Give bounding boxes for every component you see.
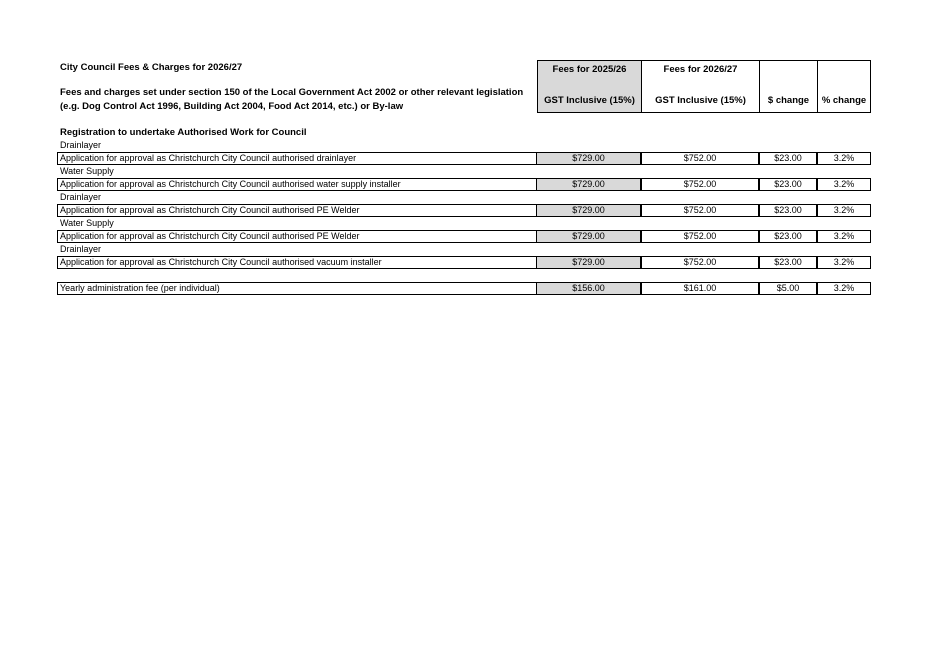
- row-fee-2025-26: $729.00: [536, 230, 641, 243]
- row-fee-2026-27: $752.00: [641, 204, 759, 217]
- row-category: Drainlayer: [60, 192, 102, 202]
- row-percent-change: 3.2%: [817, 230, 871, 243]
- row-category: Drainlayer: [60, 244, 102, 254]
- page-title: City Council Fees & Charges for 2026/27: [60, 62, 243, 73]
- row-fee-2025-26: $729.00: [536, 178, 641, 191]
- header-fees-2026-27-label: Fees for 2026/27: [663, 64, 738, 75]
- row-dollar-change: $23.00: [759, 178, 817, 191]
- row-description: Application for approval as Christchurch City Council authorised PE Welder: [57, 230, 537, 243]
- row-description: Application for approval as Christchurch City Council authorised PE Welder: [57, 204, 537, 217]
- row-dollar-change: $5.00: [759, 282, 817, 295]
- row-fee-2025-26: $156.00: [536, 282, 641, 295]
- header-percent-change-label: % change: [821, 95, 867, 106]
- row-description: Application for approval as Christchurch City Council authorised vacuum installer: [57, 256, 537, 269]
- row-fee-2025-26: $729.00: [536, 256, 641, 269]
- table-row: [57, 282, 871, 295]
- row-fee-2026-27: $752.00: [641, 230, 759, 243]
- row-dollar-change: $23.00: [759, 204, 817, 217]
- row-fee-2026-27: $161.00: [641, 282, 759, 295]
- section-title: Registration to undertake Authorised Work for Council: [60, 127, 307, 138]
- header-fees-2026-27: [641, 60, 760, 113]
- row-fee-2026-27: $752.00: [641, 152, 759, 165]
- table-row: [57, 204, 871, 217]
- header-fees-2025-26: [537, 60, 642, 113]
- row-fee-2026-27: $752.00: [641, 256, 759, 269]
- row-description: Application for approval as Christchurch City Council authorised drainlayer: [57, 152, 537, 165]
- table-row: [57, 178, 871, 191]
- row-category: Water Supply: [60, 166, 114, 176]
- row-percent-change: 3.2%: [817, 256, 871, 269]
- row-percent-change: 3.2%: [817, 204, 871, 217]
- header-percent-change: [817, 60, 871, 113]
- header-dollar-change: [759, 60, 818, 113]
- page-subtitle: Fees and charges set under section 150 of the Local Government Act 2002 or other relevant legislation (e.g. Dog Control Act 1996, Building Act 2004, Food Act 2014, etc.) or By-law: [60, 87, 524, 112]
- row-dollar-change: $23.00: [759, 230, 817, 243]
- row-category: Water Supply: [60, 218, 114, 228]
- header-fees-2025-26-label: Fees for 2025/26: [552, 64, 627, 75]
- table-row: [57, 256, 871, 269]
- row-percent-change: 3.2%: [817, 178, 871, 191]
- row-description: Yearly administration fee (per individual): [57, 282, 537, 295]
- row-dollar-change: $23.00: [759, 152, 817, 165]
- table-row: [57, 152, 871, 165]
- row-fee-2025-26: $729.00: [536, 152, 641, 165]
- row-fee-2025-26: $729.00: [536, 204, 641, 217]
- row-fee-2026-27: $752.00: [641, 178, 759, 191]
- row-description: Application for approval as Christchurch City Council authorised water supply installer: [57, 178, 537, 191]
- table-row: [57, 230, 871, 243]
- row-category: Drainlayer: [60, 140, 102, 150]
- row-percent-change: 3.2%: [817, 152, 871, 165]
- header-dollar-change-label: $ change: [767, 95, 810, 106]
- row-percent-change: 3.2%: [817, 282, 871, 295]
- header-gst-2026-27-label: GST Inclusive (15%): [655, 95, 746, 106]
- row-dollar-change: $23.00: [759, 256, 817, 269]
- header-gst-2025-26-label: GST Inclusive (15%): [544, 95, 635, 106]
